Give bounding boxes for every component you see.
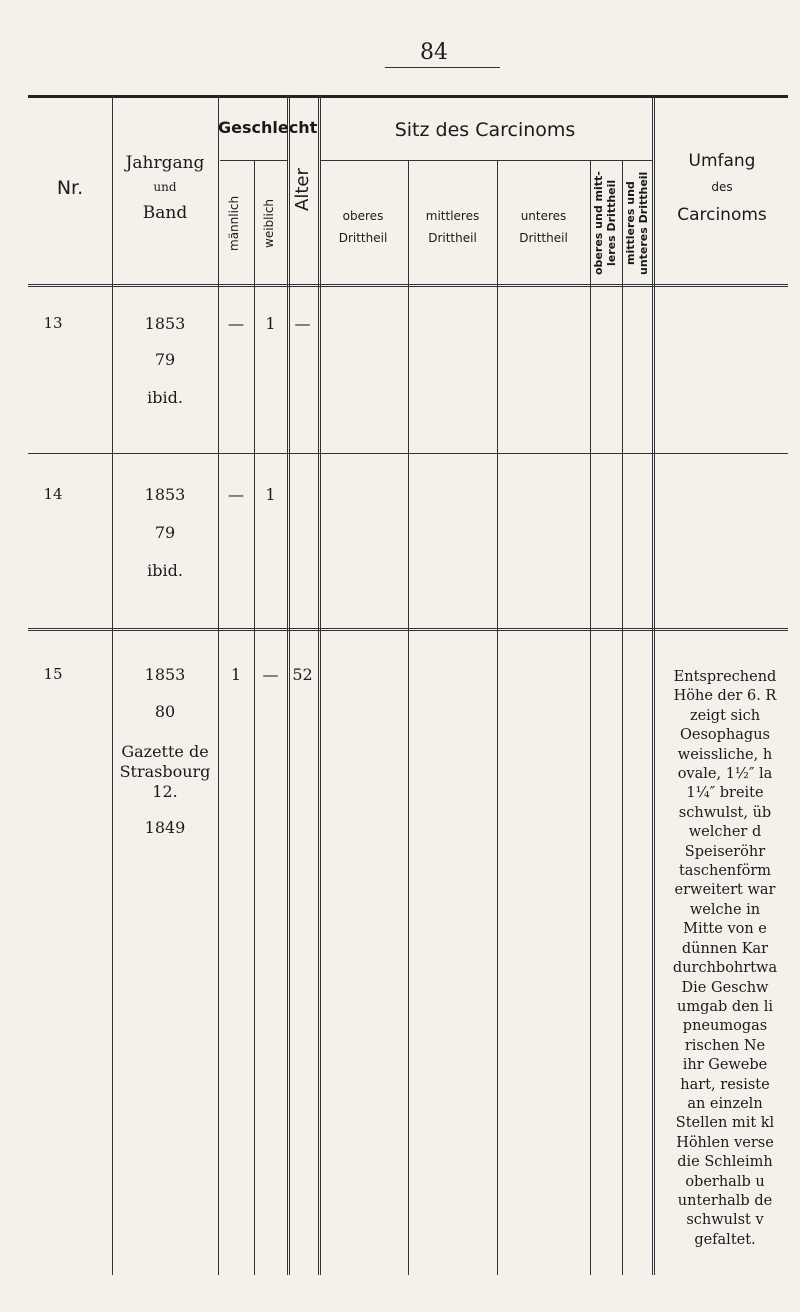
header-geschlecht: Geschlecht xyxy=(218,118,318,137)
narrative-line: welcher d xyxy=(688,824,762,841)
row-alter: — xyxy=(294,314,311,333)
col-line xyxy=(497,160,498,1275)
narrative-line: rischen Ne xyxy=(684,1037,766,1054)
row-source: ibid. xyxy=(147,388,183,407)
row-extra: 1849 xyxy=(144,818,186,837)
row-band: 80 xyxy=(154,702,176,721)
row-separator xyxy=(28,628,788,631)
row-maennlich: 1 xyxy=(230,665,242,684)
subheader-rule xyxy=(320,160,652,161)
narrative-line: hart, resiste xyxy=(680,1076,770,1093)
narrative-line: Stellen mit kl xyxy=(675,1115,775,1132)
row-weiblich: — xyxy=(262,665,279,684)
narrative-line: Mitte von e xyxy=(683,921,767,938)
row-maennlich: — xyxy=(228,485,244,504)
narrative-line: Speiseröhr xyxy=(684,843,766,860)
narrative-line: umgab den li xyxy=(677,998,773,1015)
header-alter: Alter xyxy=(292,168,313,212)
subheader-rule xyxy=(220,160,287,161)
col-line xyxy=(112,95,113,1275)
header-nr: Nr. xyxy=(56,177,84,199)
row-weiblich: 1 xyxy=(265,485,276,504)
narrative-line: gefaltet. xyxy=(694,1231,756,1248)
col-line xyxy=(622,160,623,1275)
row-band: 79 xyxy=(154,523,176,542)
row-alter: 52 xyxy=(292,665,313,684)
narrative-line: die Schleimh xyxy=(677,1154,773,1171)
col-line xyxy=(287,95,290,1275)
page-number: 84 xyxy=(420,40,448,65)
narrative-line: ihr Gewebe xyxy=(682,1057,768,1074)
col-line xyxy=(590,160,591,1275)
header-jahrgang: Jahrgang und Band xyxy=(125,153,205,223)
row-jahr: 1853 xyxy=(144,314,186,333)
narrative-line: Die Geschw xyxy=(681,979,769,996)
narrative-line: zeigt sich xyxy=(689,707,761,724)
narrative-line: welche in xyxy=(689,901,761,918)
header-mittleres-unteres: mittleres und unteres Drittheil xyxy=(624,171,650,275)
page-number-rule xyxy=(385,67,500,68)
narrative-line: 1¼″ breite xyxy=(686,785,764,802)
col-line xyxy=(408,160,409,1275)
narrative-line: Entsprechend xyxy=(673,669,777,685)
col-line xyxy=(652,95,655,1275)
col-line xyxy=(318,95,321,1275)
header-mittleres: mittleres Drittheil xyxy=(425,209,480,245)
row-nr: 14 xyxy=(43,485,63,503)
table-top-rule xyxy=(28,95,788,98)
row-nr: 13 xyxy=(43,314,63,332)
header-sitz: Sitz des Carcinoms xyxy=(394,119,576,141)
row-nr: 15 xyxy=(43,665,63,683)
row-jahr: 1853 xyxy=(144,665,186,684)
header-weiblich: weiblich xyxy=(262,198,276,248)
header-unteres: unteres Drittheil xyxy=(519,209,568,245)
row-source-2: Strasbourg xyxy=(119,762,211,781)
narrative-line: ovale, 1½″ la xyxy=(677,766,773,783)
narrative-line: Höhe der 6. R xyxy=(673,688,777,705)
row-jahr: 1853 xyxy=(144,485,186,504)
row-umfang-narrative xyxy=(660,668,790,1250)
header-oberes-mittleres: oberes und mitt- leres Drittheil xyxy=(592,171,618,275)
narrative-line: taschenförm xyxy=(678,863,772,880)
narrative-line: oberhalb u xyxy=(685,1173,765,1190)
row-source: Gazette de xyxy=(121,742,209,761)
narrative-line: pneumogas xyxy=(682,1018,768,1035)
header-bottom-rule xyxy=(28,284,788,287)
header-oberes: oberes Drittheil xyxy=(338,209,388,245)
row-maennlich: — xyxy=(228,314,244,333)
narrative-line: erweitert war xyxy=(674,882,776,899)
narrative-line: an einzeln xyxy=(687,1095,763,1112)
row-separator xyxy=(28,453,788,454)
col-line xyxy=(218,95,219,1275)
narrative-line: dünnen Kar xyxy=(681,940,769,957)
narrative-line: Oesophagus xyxy=(680,727,770,744)
header-maennlich: männlich xyxy=(227,195,241,251)
row-band: 79 xyxy=(154,350,176,369)
narrative-line: unterhalb de xyxy=(677,1192,773,1209)
narrative-line: Höhlen verse xyxy=(676,1134,774,1151)
narrative-line: schwulst, üb xyxy=(678,804,772,821)
header-umfang: Umfang des Carcinoms xyxy=(677,151,767,225)
narrative-line: durchbohrtwa xyxy=(672,960,778,977)
row-weiblich: 1 xyxy=(265,314,276,333)
narrative-line: schwulst v xyxy=(686,1212,764,1229)
row-source: ibid. xyxy=(147,561,183,580)
narrative-line: weissliche, h xyxy=(677,746,773,763)
row-source-3: 12. xyxy=(152,782,178,801)
